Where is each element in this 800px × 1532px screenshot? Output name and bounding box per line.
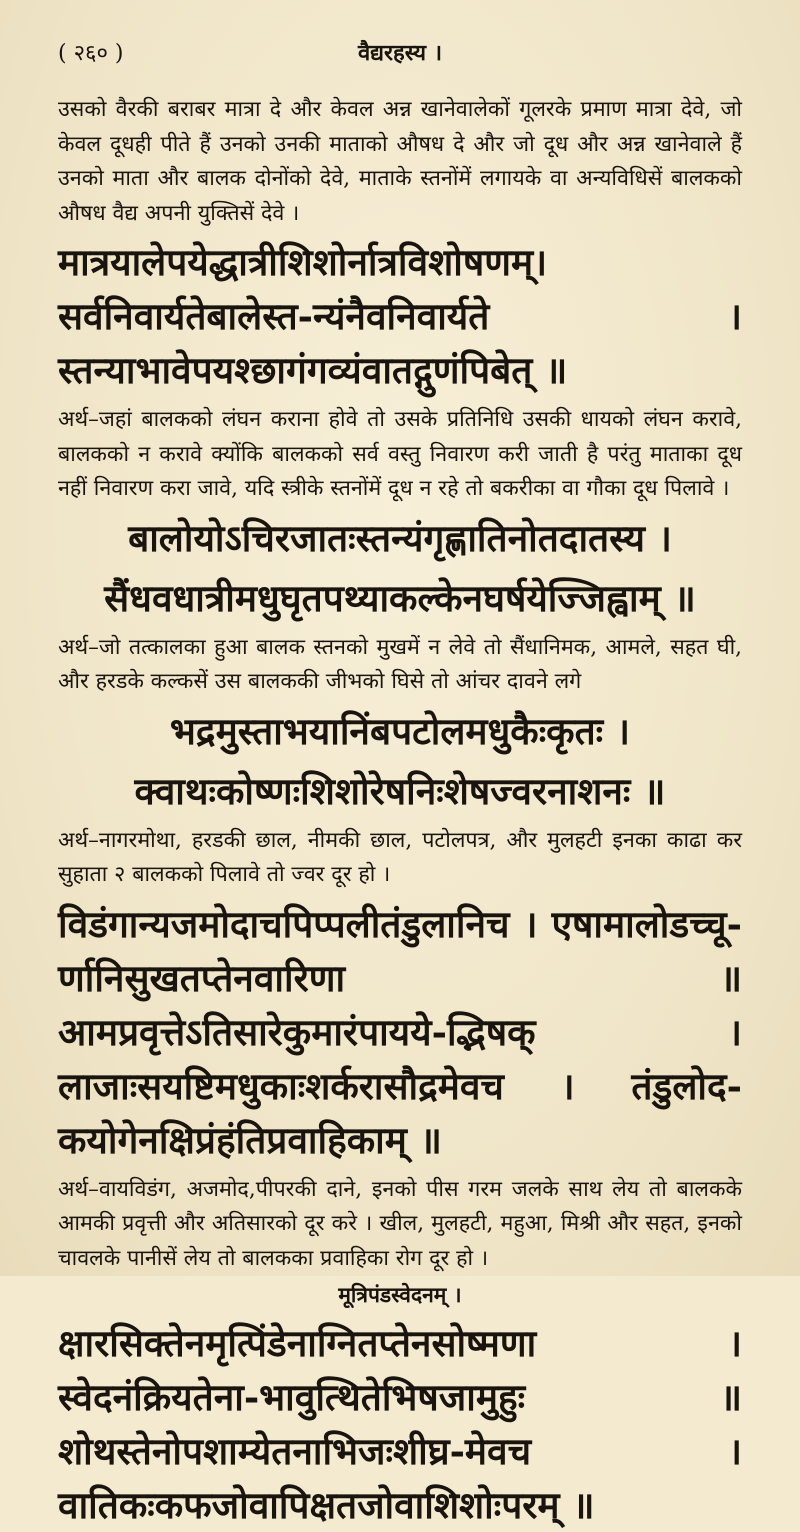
sanskrit-verse-line: क्वाथःकोष्णःशिशोरेषनिःशेषज्वरनाशनः ॥ [134, 768, 666, 813]
sanskrit-verse-line: सैंधवधात्रीमधुघृतपथ्याकल्केनघर्षयेज्जिह्वाम् ॥ [104, 575, 696, 620]
page-body [58, 93, 742, 1532]
section-heading: मूत्रिपंडस्वेदनम् । [338, 1282, 462, 1307]
hindi-paragraph: अर्थ–नागरमोथा, हरडकी छाल, नीमकी छाल, पटोलपत्र, और मुलहटी इनका काढा कर सुहाता २ बालकको पिलावे तो ज्वर दूर हो । [58, 827, 742, 887]
hindi-paragraph: अर्थ–जहां बालकको लंघन कराना होवे तो उसके प्रतिनिधि उसकी धायको लंघन करावे, बालकको न करावे क्योंकि बालकको सर्व वस्तु निवारण करी जाती है परंतु माताका दूध नहीं निवारण करा जावे, यदि स्त्रीके स्तनोंमें दूध न रहे तो बकरीका वा गौका दूध पिलावे । [58, 407, 742, 501]
hindi-paragraph: उसको वैरकी बराबर मात्रा दे और केवल अन्न खानेवालेकों गूलरके प्रमाण मात्रा देवे, जो केवल दूधही पीते हैं उनको उनकी माताको औषध दे और जो दूध और अन्न खानेवाले हैं उनको माता और बालक दोनोंको देवे, माताके स्तनोंमें लगायके वा अन्यविधिसें बालकको औषध वैद्य अपनी युक्तिसें देवे । [58, 97, 742, 226]
sanskrit-verse: क्षारसिक्तेनमृत्पिंडेनाग्नितप्तेनसोष्मणा । स्वेदनंक्रियतेना-भावुत्थितेभिषजामुहुः ॥ शोथस्तेनोपशाम्येतनाभिजःशीघ्र-मेवच । वातिकःकफजोवापिक्षतजोवाशिशोःपरम् ॥ [58, 1321, 742, 1527]
running-title: वैद्यरहस्य । [357, 40, 443, 66]
sanskrit-verse: मात्रयालेपयेद्धात्रीशिशोर्नात्रविशोषणम्।सर्वनिवार्यतेबालेस्त-न्यंनैवनिवार्यते । स्तन्याभावेपयश्छागंगव्यंवातद्गुणंपिबेत् ॥ [58, 240, 742, 392]
sanskrit-verse-line: भद्रमुस्ताभयानिंबपटोलमधुकैःकृतः । [169, 708, 631, 753]
page-number: ( २६० ) [58, 41, 124, 66]
page-header [58, 36, 742, 71]
sanskrit-verse: विडंगान्यजमोदाचपिप्पलीतंडुलानिच । एषामालोडच्चू-र्णानिसुखतप्तेनवारिणा ॥ आमप्रवृत्तेऽतिसारेकुमारंपाययेे-द्भिषक् । लाजाःसयष्टिमधुकाःशर्करासौद्रमेवच । तंडुलोद-कयोगेनक्षिप्रंहंतिप्रवाहिकाम् ॥ [58, 901, 742, 1162]
hindi-paragraph: अर्थ–वायविडंग, अजमोद,पीपरकी दाने, इनको पीस गरम जलके साथ लेय तो बालकके आमकी प्रवृत्ती और अतिसारको दूर करे । खील, मुलहटी, महुआ, मिश्री और सहत, इनको चावलके पानीसें लेय तो बालकका प्रवाहिका रोग दूर हो । [58, 1176, 742, 1271]
hindi-paragraph: अर्थ–जो तत्कालका हुआ बालक स्तनको मुखमें न लेवे तो सैंधानिमक, आमले, सहत घी, और हरडके कल्कसें उस बालककी जीभको घिसे तो आंचर दावने लगे [58, 634, 742, 694]
sanskrit-verse-line: बालोयोऽचिरजातःस्तन्यंगृह्णातिनोतदातस्य । [128, 515, 672, 560]
